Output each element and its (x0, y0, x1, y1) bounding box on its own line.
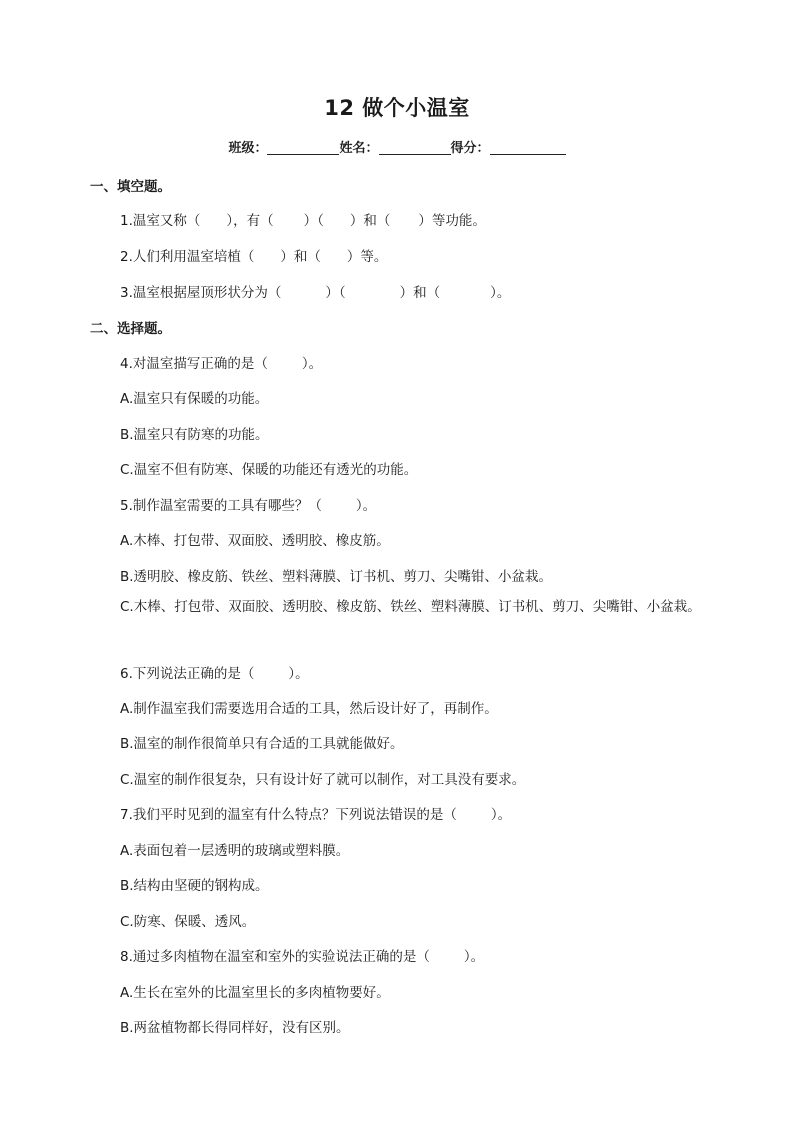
q8-option-a: A.生长在室外的比温室里长的多肉植物要好。 (120, 985, 390, 1001)
q7-stem-text: 7.我们平时见到的温室有什么特点？下列说法错误的是（ (120, 807, 457, 823)
question-1 (120, 209, 486, 229)
score-label: 得分： (450, 141, 490, 156)
question-3 (120, 281, 510, 301)
q5-option-c: C.木棒、打包带、双面胶、透明胶、橡皮筋、铁丝、塑料薄膜、订书机、剪刀、尖嘴钳、小盆栽。 (120, 599, 701, 615)
q3-text-a: 3.温室根据屋顶形状分为（ (120, 285, 282, 301)
q5-option-a: A.木棒、打包带、双面胶、透明胶、橡皮筋。 (120, 533, 390, 549)
q1-text-a: 1.温室又称（ (120, 213, 201, 229)
name-blank[interactable] (379, 140, 451, 155)
page-title: 12 做个小温室 (324, 96, 470, 120)
q1-text-d: ）和（ (349, 213, 391, 229)
section-heading-choice: 二、选择题。 (90, 321, 171, 337)
q1-text-b: ），有（ (226, 213, 274, 229)
q3-text-b: ）（ (325, 285, 346, 301)
q1-text-e: ）等功能。 (418, 213, 486, 229)
q2-text-a: 2.人们利用温室培植（ (120, 249, 255, 265)
q8-stem-end: ）。 (463, 949, 485, 965)
q5-option-b: B.透明胶、橡皮筋、铁丝、塑料薄膜、订书机、剪刀、尖嘴钳、小盆栽。 (120, 569, 553, 585)
q2-text-c: ）等。 (346, 249, 388, 265)
q3-text-c: ）和（ (399, 285, 441, 301)
q4-stem-end: ）。 (301, 356, 323, 372)
q5-stem-end: ）。 (355, 498, 377, 514)
question-2 (120, 245, 387, 265)
q6-option-b: B.温室的制作很简单只有合适的工具就能做好。 (120, 736, 404, 752)
q7-option-a: A.表面包着一层透明的玻璃或塑料膜。 (120, 843, 350, 859)
header-info (0, 137, 794, 156)
question-8-stem (120, 945, 484, 965)
q7-stem-end: ）。 (490, 807, 512, 823)
question-6-stem (120, 662, 309, 682)
q1-text-c: ）（ (303, 213, 324, 229)
q4-option-a: A.温室只有保暖的功能。 (120, 391, 269, 407)
q7-option-b: B.结构由坚硬的钢构成。 (120, 878, 269, 894)
score-blank[interactable] (490, 140, 566, 155)
q6-option-c: C.温室的制作很复杂，只有设计好了就可以制作，对工具没有要求。 (120, 772, 526, 788)
class-blank[interactable] (267, 140, 339, 155)
q7-option-c: C.防寒、保暖、透风。 (120, 914, 256, 930)
question-7-stem (120, 803, 511, 823)
q8-stem-text: 8.通过多肉植物在温室和室外的实验说法正确的是（ (120, 949, 430, 965)
q5-stem-text: 5.制作温室需要的工具有哪些？（ (120, 498, 322, 514)
section-heading-fill: 一、填空题。 (90, 179, 171, 195)
q4-option-b: B.温室只有防寒的功能。 (120, 427, 269, 443)
class-label: 班级： (228, 141, 268, 156)
q2-text-b: ）和（ (280, 249, 321, 265)
q3-text-d: ）。 (490, 285, 511, 301)
q4-option-c: C.温室不但有防寒、保暖的功能还有透光的功能。 (120, 462, 418, 478)
q8-option-b: B.两盆植物都长得同样好，没有区别。 (120, 1020, 350, 1036)
question-4-stem (120, 352, 322, 372)
q6-stem-text: 6.下列说法正确的是（ (120, 666, 255, 682)
q6-option-a: A.制作温室我们需要选用合适的工具，然后设计好了，再制作。 (120, 701, 498, 717)
name-label: 姓名： (339, 141, 379, 156)
q4-stem-text: 4.对温室描写正确的是（ (120, 356, 268, 372)
q6-stem-end: ）。 (288, 666, 309, 682)
question-5-stem (120, 494, 376, 514)
